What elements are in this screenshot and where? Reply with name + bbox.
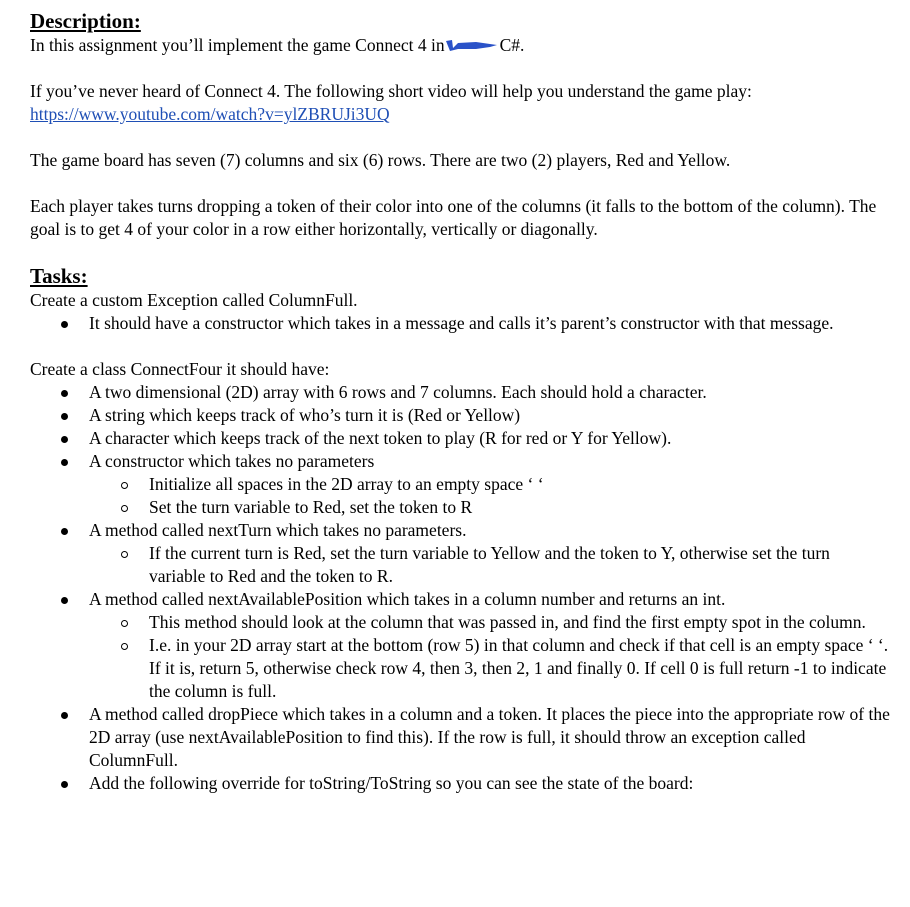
bullet-icon	[61, 712, 68, 719]
list-item	[30, 450, 890, 519]
list-item	[30, 703, 890, 772]
list-item-text: A method called nextTurn which takes no parameters.	[89, 520, 467, 540]
list-item-text: It should have a constructor which takes in a message and calls it’s parent’s constructor with that message.	[89, 313, 834, 333]
list-item-text: A character which keeps track of the next token to play (R for red or Y for Yellow).	[89, 428, 672, 448]
rules-paragraph: Each player takes turns dropping a token of their color into one of the columns (it falls to the bottom of the column). The goal is to get 4 of your color in a row either horizontally, vertically or diagonally.	[30, 196, 877, 239]
sub-list-item	[89, 634, 890, 703]
sub-list-item	[89, 611, 890, 634]
nextturn-sublist	[149, 542, 890, 588]
list-item	[30, 381, 890, 404]
list-item-text: A string which keeps track of who’s turn it is (Red or Yellow)	[89, 405, 521, 425]
intro-language: C#.	[499, 35, 525, 55]
bullet-icon	[61, 459, 68, 466]
list-item	[30, 519, 890, 588]
constructor-sublist	[149, 473, 890, 519]
list-item-text: A two dimensional (2D) array with 6 rows and 7 columns. Each should hold a character.	[89, 382, 707, 402]
nextavailable-sublist	[149, 611, 890, 703]
board-paragraph: The game board has seven (7) columns and six (6) rows. There are two (2) players, Red and Yellow.	[30, 150, 731, 170]
list-item-text: A method called dropPiece which takes in a column and a token. It places the piece into the appropriate row of the 2D array (use nextAvailablePosition to find this). If the row is full, it should throw an exception called ColumnFull.	[89, 704, 890, 770]
bullet-icon	[61, 413, 68, 420]
video-link[interactable]: https://www.youtube.com/watch?v=ylZBRUJi3UQ	[30, 104, 390, 124]
sub-list-item	[89, 542, 890, 588]
list-item	[30, 427, 890, 450]
list-item	[30, 588, 890, 703]
hollow-bullet-icon	[121, 505, 128, 512]
sub-list-item-text: This method should look at the column that was passed in, and find the first empty spot in the column.	[149, 612, 866, 632]
list-item	[30, 312, 890, 335]
list-item-text: A constructor which takes no parameters	[89, 451, 375, 471]
sub-list-item	[89, 473, 890, 496]
document-page	[30, 9, 890, 795]
list-item	[30, 404, 890, 427]
class-intro: Create a class ConnectFour it should have:	[30, 359, 330, 379]
bullet-icon	[61, 321, 68, 328]
video-paragraph: If you’ve never heard of Connect 4. The following short video will help you understand the game play:	[30, 81, 752, 101]
sub-list-item	[89, 496, 890, 519]
intro-paragraph	[30, 34, 890, 57]
description-heading: Description:	[30, 9, 141, 33]
exception-list	[30, 312, 890, 335]
sub-list-item-text: Initialize all spaces in the 2D array to an empty space ‘ ‘	[149, 474, 544, 494]
list-item	[30, 772, 890, 795]
bullet-icon	[61, 597, 68, 604]
sub-list-item-text: If the current turn is Red, set the turn variable to Yellow and the token to Y, otherwise set the turn variable to Red and the token to R.	[149, 543, 830, 586]
list-item-text: Add the following override for toString/ToString so you can see the state of the board:	[89, 773, 694, 793]
bullet-icon	[61, 528, 68, 535]
tasks-heading: Tasks:	[30, 264, 88, 288]
hollow-bullet-icon	[121, 482, 128, 489]
bullet-icon	[61, 390, 68, 397]
exception-intro: Create a custom Exception called ColumnFull.	[30, 290, 358, 310]
class-requirements-list	[30, 381, 890, 795]
bullet-icon	[61, 781, 68, 788]
hollow-bullet-icon	[121, 620, 128, 627]
bullet-icon	[61, 436, 68, 443]
sub-list-item-text: Set the turn variable to Red, set the token to R	[149, 497, 473, 517]
list-item-text: A method called nextAvailablePosition which takes in a column number and returns an int.	[89, 589, 726, 609]
sub-list-item-text: I.e. in your 2D array start at the bottom (row 5) in that column and check if that cell is an empty space ‘ ‘. If it is, return 5, otherwise check row 4, then 3, then 2, 1 and finally 0. If cell 0 is full return -1 to indicate the column is full.	[149, 635, 889, 701]
hollow-bullet-icon	[121, 643, 128, 650]
intro-text: In this assignment you’ll implement the game Connect 4 in	[30, 35, 445, 55]
redaction-mark	[446, 39, 498, 52]
hollow-bullet-icon	[121, 551, 128, 558]
